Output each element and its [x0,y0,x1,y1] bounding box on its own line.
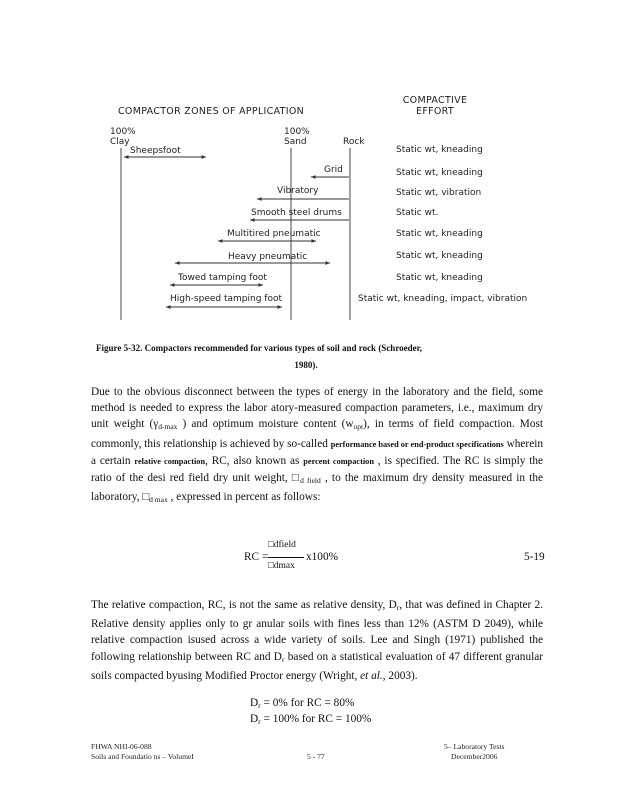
term-relative-compaction: relative compaction [134,456,206,466]
equation-5-19 [238,540,568,576]
caption-line1: Figure 5-32. Compactors recommended for various types of soil and rock (Schroeder, [96,343,423,353]
svg-text:Towed tamping foot: Towed tamping foot [178,273,267,283]
compactor-grid [311,165,483,178]
clay-percent: 100% [110,127,136,137]
citation-et-al: et al. [360,669,383,682]
equation-number: 5-19 [524,551,545,563]
footer-page-number: 5 - 77 [307,752,325,761]
footer-right [444,742,505,762]
relationship-line-1: $D_r = 0\%$ for RC = 80% [250,697,355,710]
svg-text:Grid: Grid [324,165,343,175]
footer-document-id: FHWA NHI-06-088 [91,742,152,751]
svg-text:High-speed tamping foot: High-speed tamping foot [170,294,282,304]
footer-left [91,742,194,762]
compactor-high-speed-tamping-foot [166,294,527,307]
compactor-smooth-steel-drums [250,208,438,220]
svg-text:Static wt, kneading: Static wt, kneading [396,145,483,155]
footer-document-title: Soils and Foundatio ns – VolumeI [91,752,194,761]
compactor-heavy-pneumatic [175,251,483,263]
paragraph-relative-compaction-intro: Due to the obvious disconnect between the types of energy in the laboratory and the field, some method is needed to express the labor atory-measured compaction parameters, i.e., maximum dry unit weight ($\gamma_{d-max}$ ) and optimum moisture content $(w_{opt})$, in terms of field compaction. Most commonly, this relationship is achieved by so-called performance based or end-product specifications wherein a certain relative compaction, RC, also known as percent compaction , is specified. The RC is simply the ratio of the desi red field dry unit weight, $□_{d field}$ , to the maximum dry density measured in the laboratory, $□_{d max}$ , expressed in percent as follows: [91,386,544,505]
caption-line2: 1980). [294,360,318,370]
effort-header-line2: EFFORT [416,106,454,117]
paragraph-relative-density: The relative compaction, RC, is not the same as relative density, $D_r$, that was defined in Chapter 2. Relative density applies only to gr anular soils with fines less than 12% (ASTM D 2049), while relative compaction isused across a wide variety of soils. Lee and Singh (1971) published the following relationship between RC and $D_r$ based on a statistical evaluation of 47 different granular soils compacted byusing Modified Proctor energy (Wright, et al., 2003). [91,599,544,682]
figure-title: COMPACTOR ZONES OF APPLICATION [118,106,305,117]
fraction-bar [268,557,304,558]
figure-caption [96,340,516,374]
relationship-line-2: $D_r = 100\%$ for RC = 100% [250,713,372,726]
footer-date: December2006 [451,752,498,761]
compactor-zones-figure [0,0,618,320]
compactor-towed-tamping-foot [170,273,483,285]
svg-text:Smooth steel drums: Smooth steel drums [251,208,342,218]
svg-text:Static wt, kneading, impact, v: Static wt, kneading, impact, vibration [358,294,528,304]
clay-label: Clay [110,137,130,147]
svg-text:Heavy pneumatic: Heavy pneumatic [228,252,308,262]
term-performance-specs: performance based or end-product specifications [330,439,504,449]
equation-lhs: RC = [244,551,269,563]
svg-text:Static wt, kneading: Static wt, kneading [396,251,483,261]
sand-label: Sand [284,137,307,147]
term-percent-compaction: percent compaction [303,456,374,466]
svg-text:Static wt, kneading: Static wt, kneading [396,229,483,239]
equation-rhs: x100% [306,551,339,563]
svg-text:Vibratory: Vibratory [277,186,319,196]
svg-text:Static wt, kneading: Static wt, kneading [396,168,483,178]
rock-label: Rock [343,137,365,147]
svg-text:Static wt, kneading: Static wt, kneading [396,273,483,283]
equation-numerator: □dfield [268,540,296,550]
equation-denominator: □dmax [268,561,295,571]
svg-text:Static wt, vibration: Static wt, vibration [396,188,482,198]
sand-percent: 100% [284,127,310,137]
svg-text:Multitired pneumatic: Multitired pneumatic [227,229,321,239]
footer-chapter: 5– Laboratory Tests [444,742,505,751]
effort-header-line1: COMPACTIVE [402,95,468,106]
svg-text:Sheepsfoot: Sheepsfoot [130,146,181,156]
svg-text:Static wt.: Static wt. [396,208,439,218]
